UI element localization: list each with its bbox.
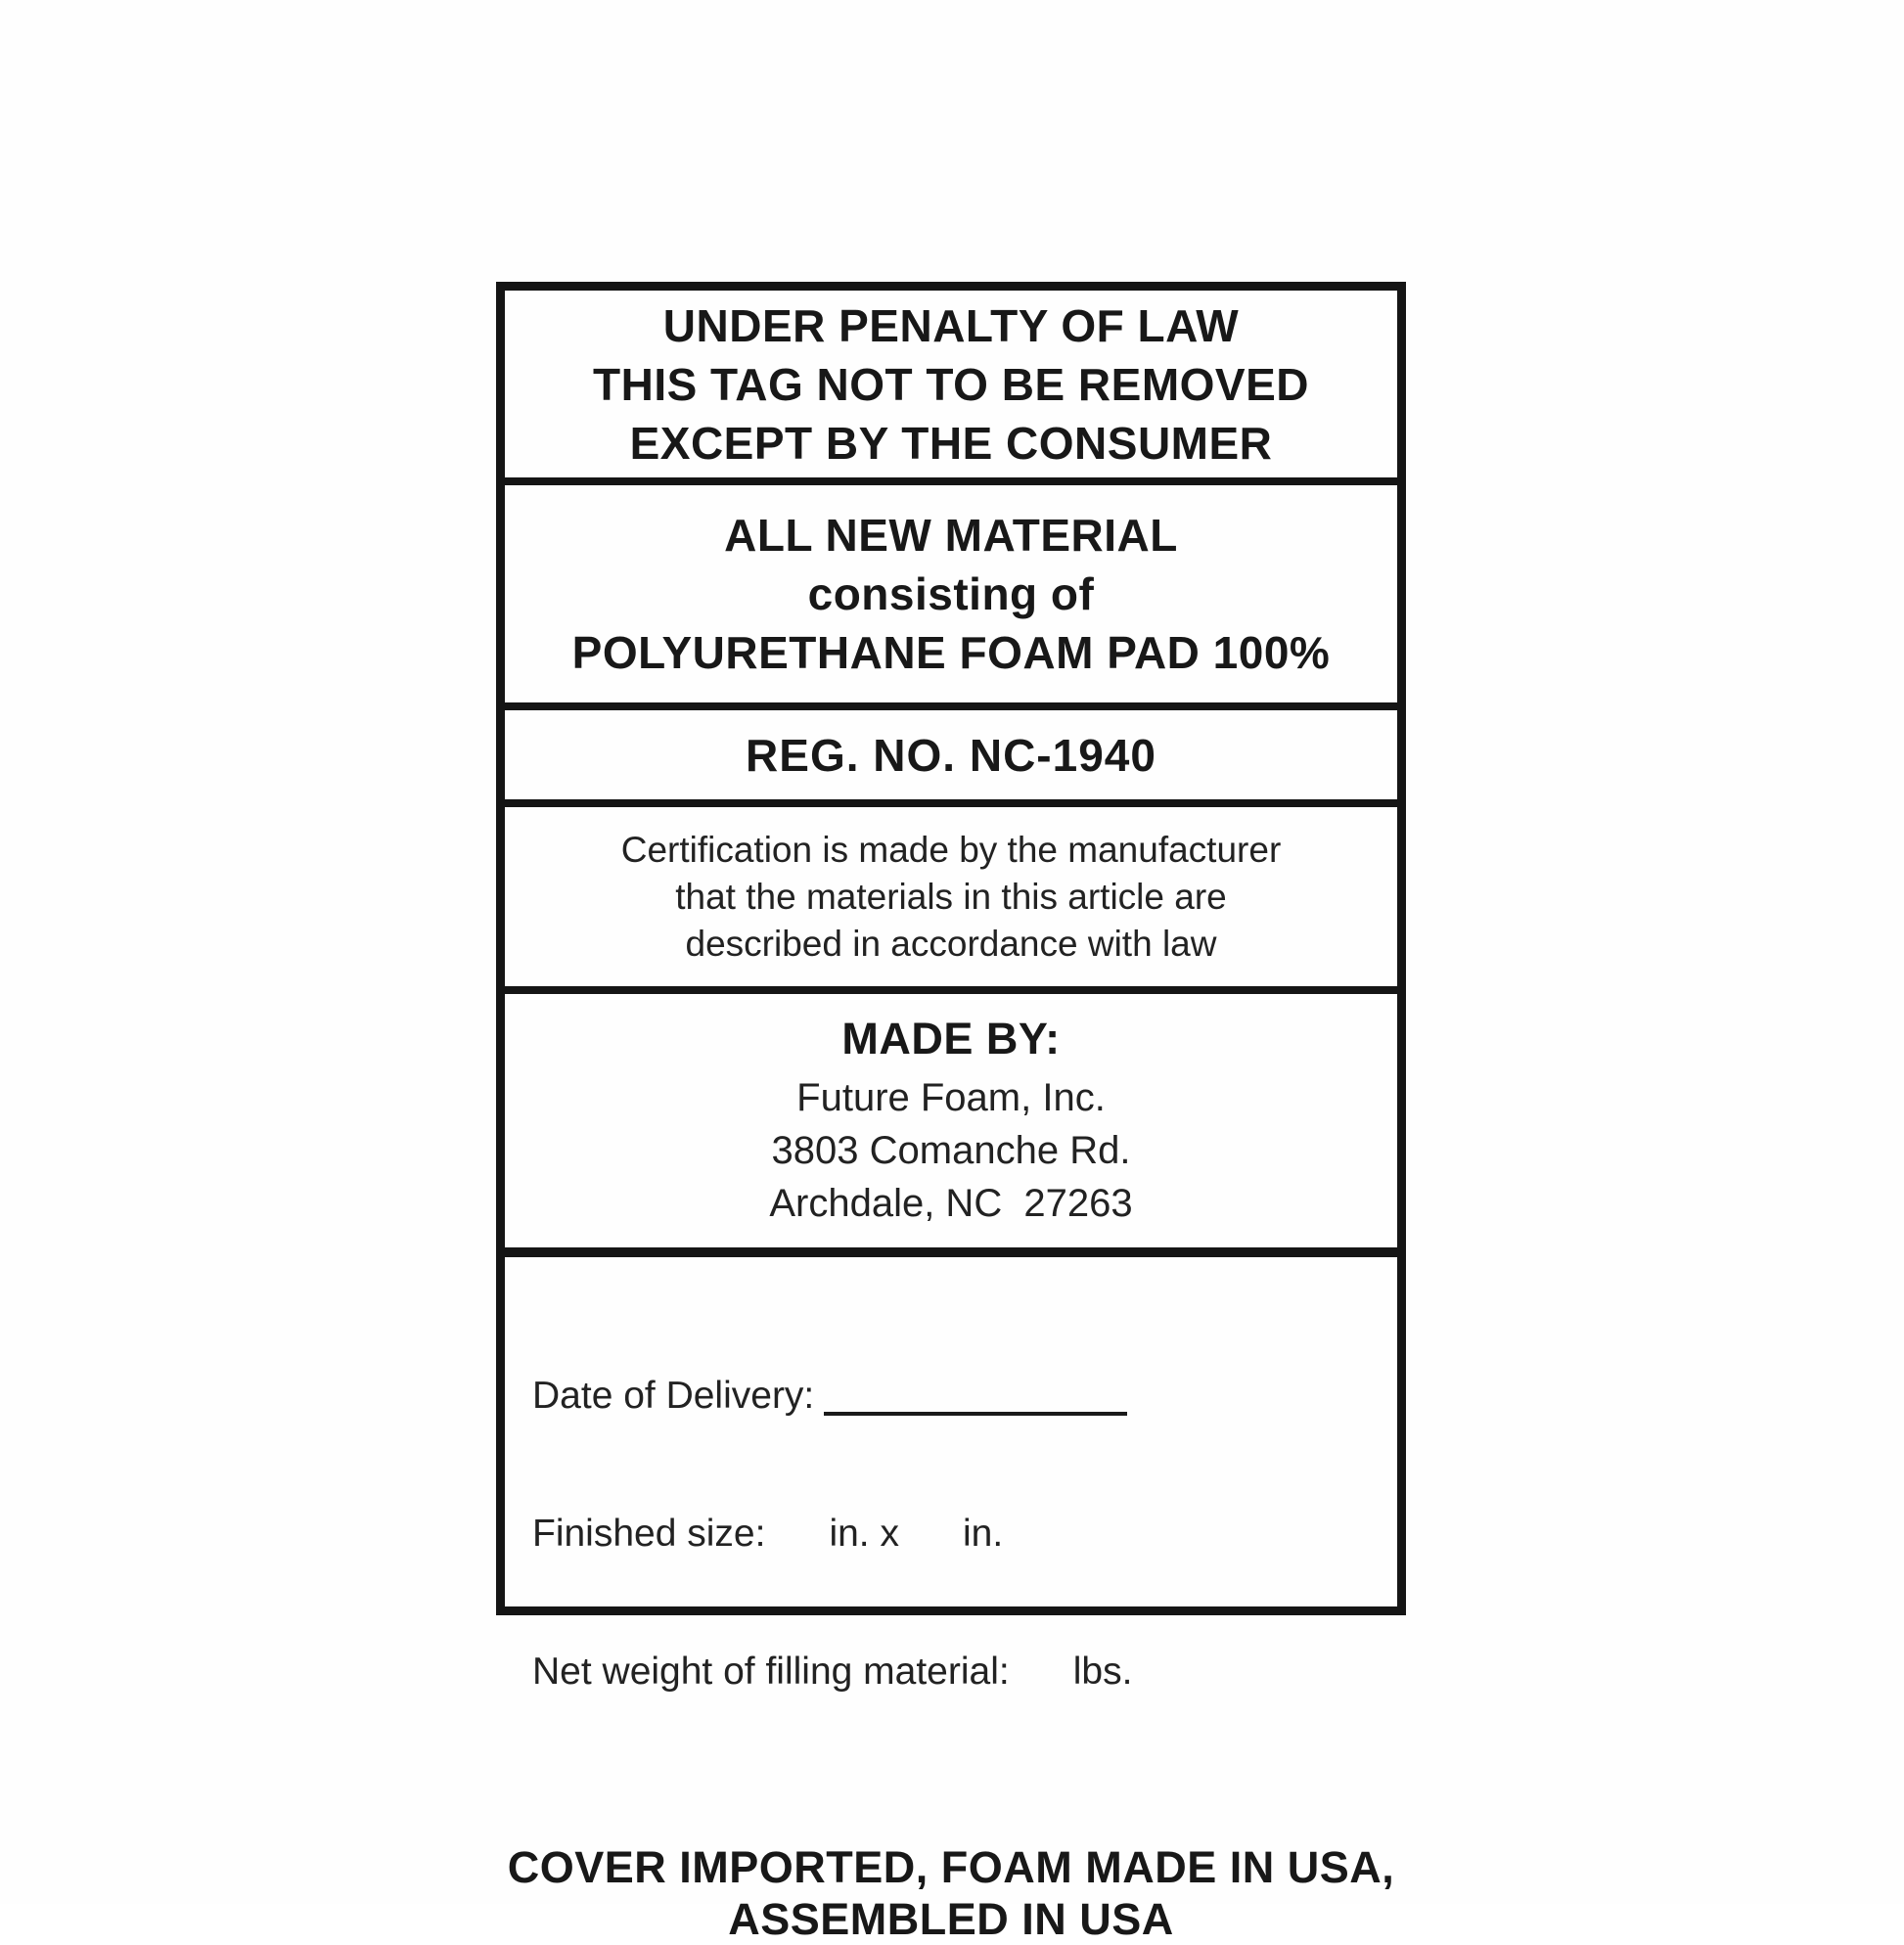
origin-line: COVER IMPORTED, FOAM MADE IN USA,	[507, 1842, 1395, 1892]
material-line: consisting of	[807, 568, 1095, 619]
date-of-delivery-label: Date of Delivery:	[532, 1375, 815, 1417]
material-line: ALL NEW MATERIAL	[724, 510, 1178, 561]
certification-section	[505, 807, 1397, 994]
material-section	[505, 485, 1397, 710]
certification-line: Certification is made by the manufacturer	[620, 829, 1282, 870]
finished-size-row: Finished size: in. x in.	[532, 1513, 1004, 1555]
manufacturer-name: Future Foam, Inc.	[796, 1075, 1106, 1119]
penalty-line: UNDER PENALTY OF LAW	[662, 299, 1240, 351]
penalty-line: THIS TAG NOT TO BE REMOVED	[593, 358, 1309, 410]
made-by-section	[505, 994, 1397, 1257]
penalty-line: EXCEPT BY THE CONSUMER	[629, 417, 1273, 469]
date-fill-line	[824, 1412, 1127, 1416]
form-fill-lines	[505, 1257, 1397, 1787]
registration-number: REG. NO. NC-1940	[746, 729, 1156, 781]
material-line: POLYURETHANE FOAM PAD 100%	[571, 627, 1331, 678]
manufacturer-street: 3803 Comanche Rd.	[771, 1128, 1131, 1172]
penalty-section	[505, 291, 1397, 485]
form-section	[505, 1257, 1397, 1944]
made-by-heading: MADE BY:	[841, 1013, 1061, 1063]
origin-statement	[505, 1841, 1397, 1945]
certification-line: that the materials in this article are	[675, 876, 1227, 917]
net-weight-row: Net weight of filling material: lbs.	[532, 1651, 1133, 1693]
certification-line: described in accordance with law	[685, 923, 1217, 964]
registration-section	[505, 710, 1397, 807]
law-label-tag	[496, 282, 1406, 1944]
origin-line: ASSEMBLED IN USA	[728, 1894, 1174, 1944]
date-of-delivery-row	[532, 1373, 1397, 1419]
manufacturer-city-state-zip: Archdale, NC 27263	[769, 1181, 1133, 1225]
